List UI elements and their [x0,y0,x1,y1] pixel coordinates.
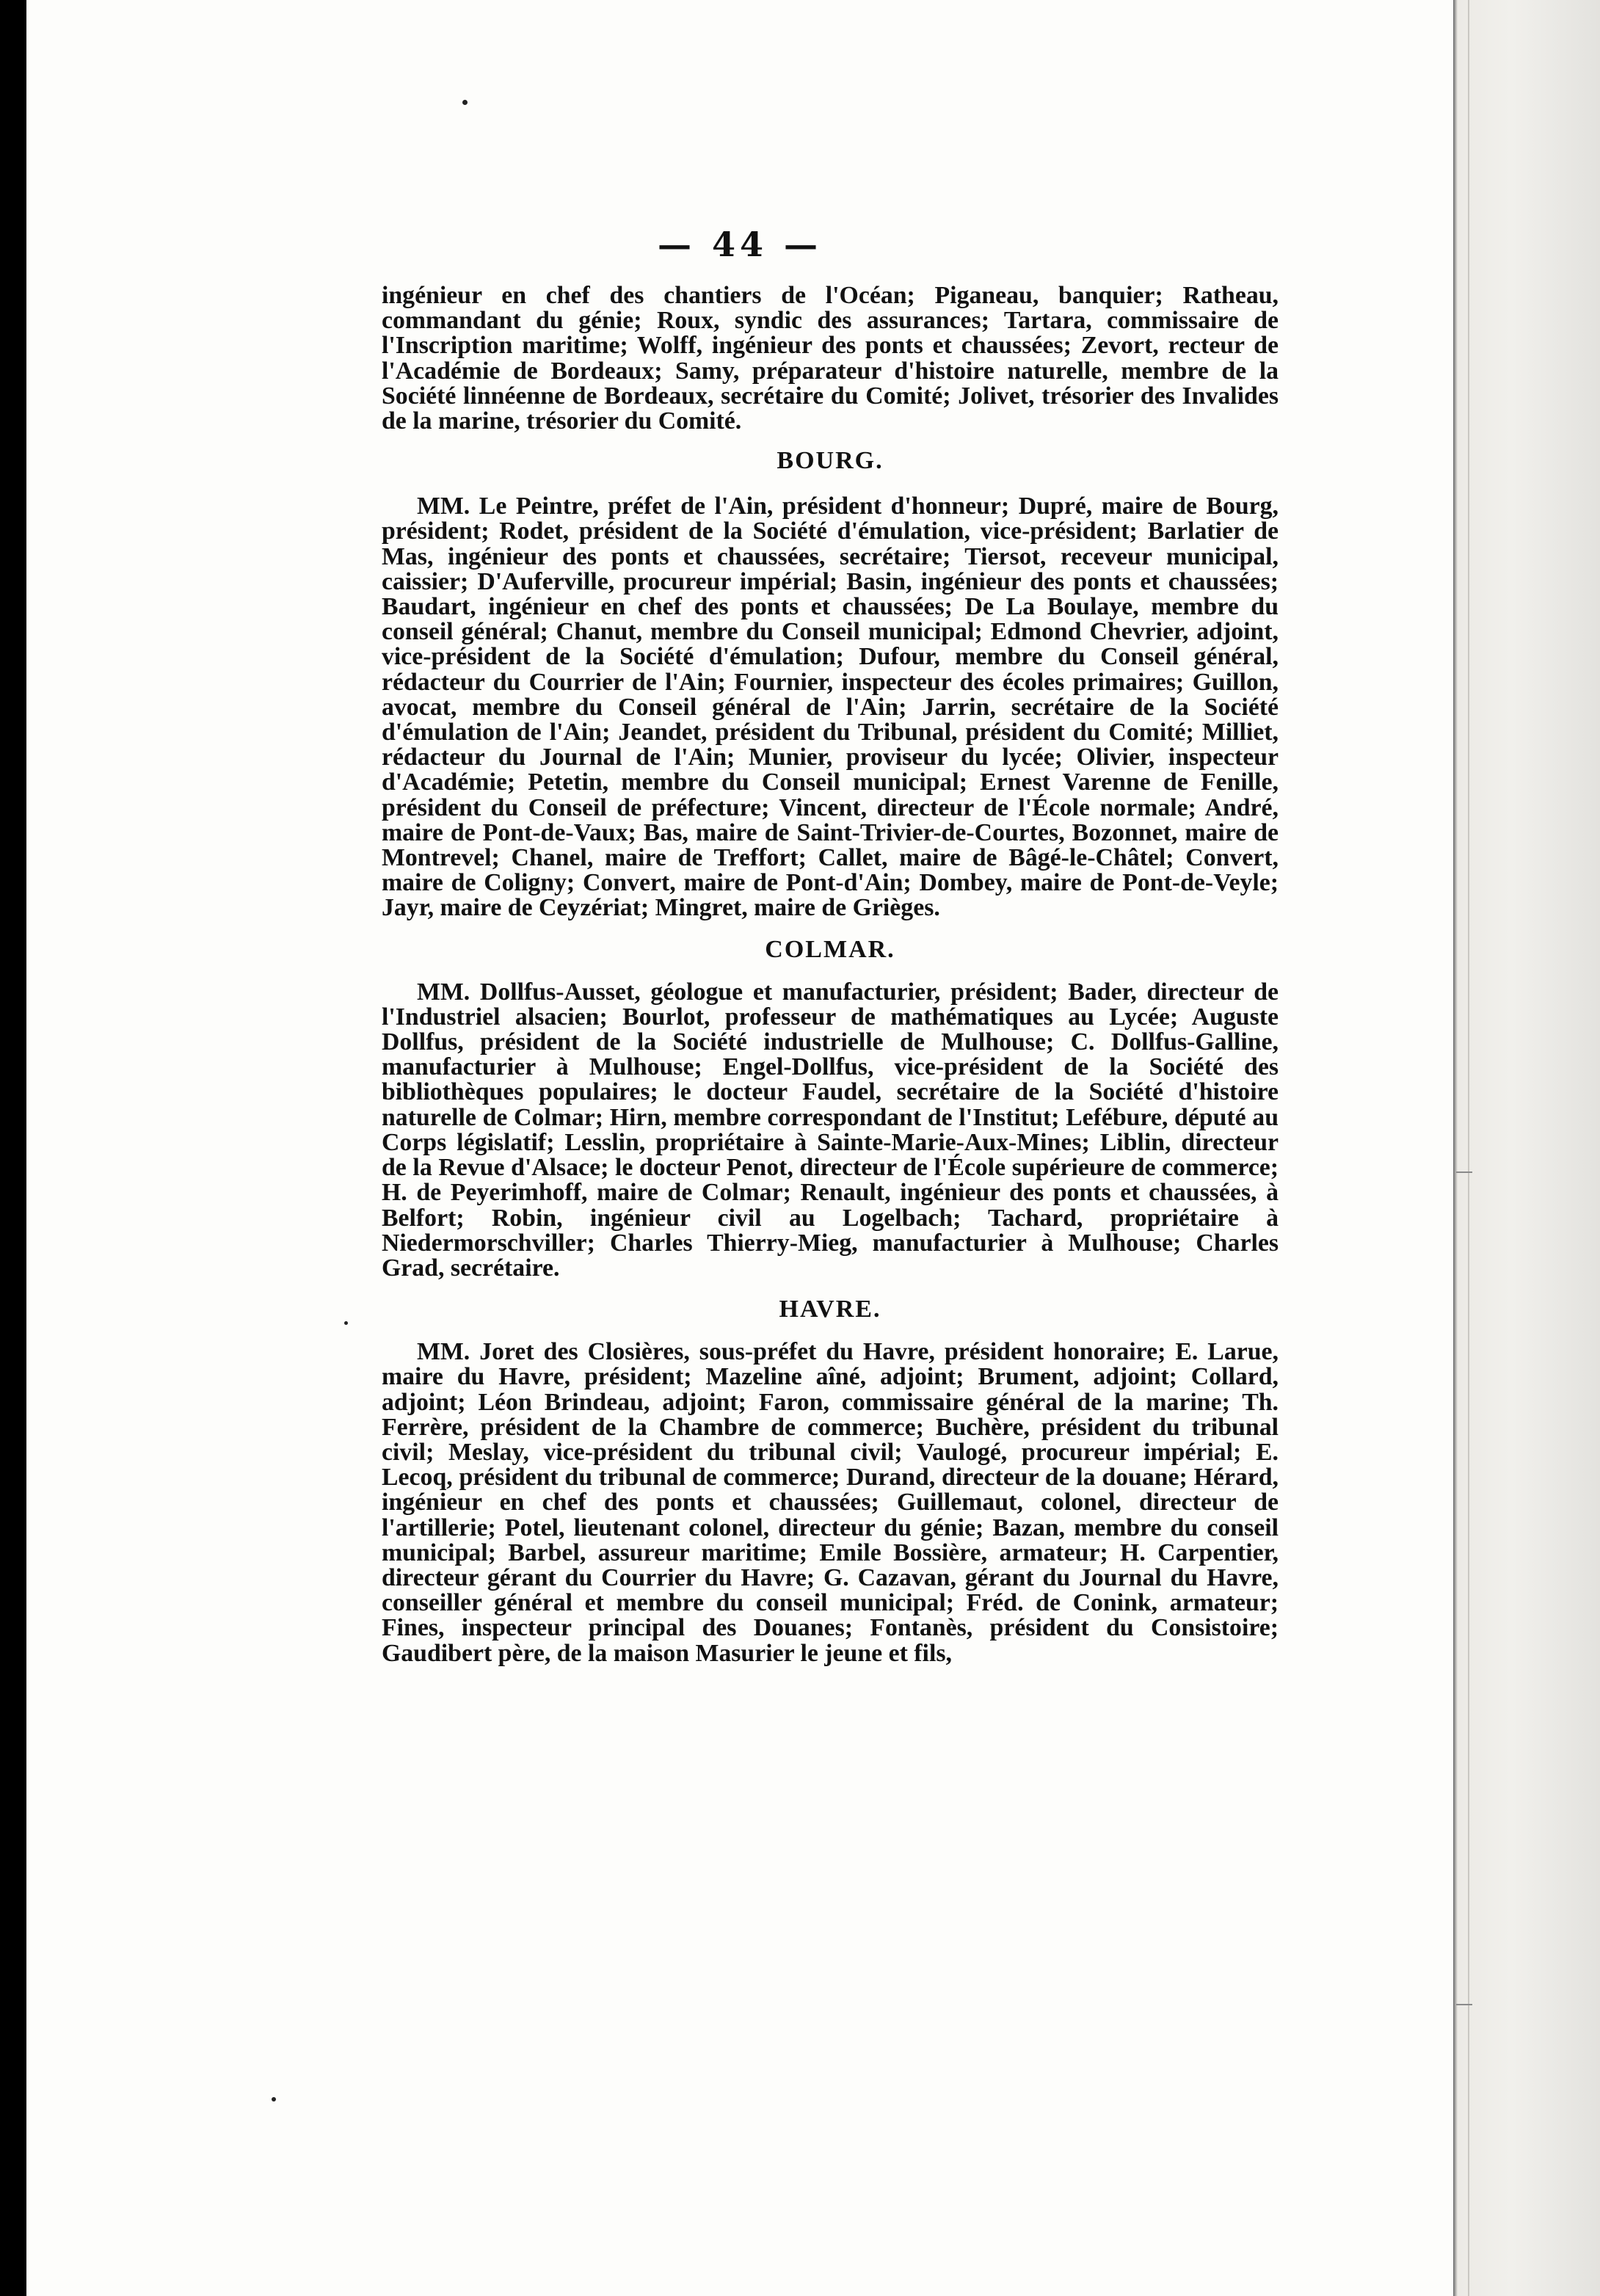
ink-speck [462,100,468,105]
paragraph: MM. Joret des Closières, sous-préfet du Havre, président honoraire; E. Larue, maire du Havre, président; Mazeline aîné, adjoint; Brument, adjoint; Collard, adjoint; Léon Brindeau, adjoint; Faron, commissaire général de la marine; Th. Ferrère, président de la Chambre de commerce; Buchère, président du tribunal civil; Meslay, vice-président du tribunal civil; Vaulogé, procureur impérial; E. Lecoq, président du tribunal de commerce; Durand, directeur de la douane; Hérard, ingénieur en chef des ponts et chaussées; Guillemaut, colonel, directeur de l'artillerie; Potel, lieutenant colonel, directeur du génie; Bazan, membre du conseil municipal; Barbel, assureur maritime; Emile Bossière, armateur; H. Carpentier, directeur gérant du Courrier du Havre; G. Cazavan, gérant du Journal du Havre, conseiller général et membre du conseil municipal; Fréd. de Conink, armateur; Fines, inspecteur principal des Douanes; Fontanès, président du Consistoire; Gaudibert père, de la maison Masurier le jeune et fils, [382,1338,1279,1667]
scanned-page [26,0,1453,2296]
edge-mark [1456,1171,1472,1173]
section-heading-havre: HAVRE. [779,1296,881,1323]
section-heading-colmar: COLMAR. [765,935,895,963]
page-body [382,283,1279,1666]
paragraph: MM. Le Peintre, préfet de l'Ain, président d'honneur; Dupré, maire de Bourg, président; Rodet, président de la Société d'émulation, vice-président; Barlatier de Mas, ingénieur des ponts et chaussées, secrétaire; Tiersot, receveur municipal, caissier; D'Auferville, procureur impérial; Basin, ingénieur des ponts et chaussées; Baudart, ingénieur en chef des ponts et chaussées; De La Boulaye, membre du conseil général; Chanut, membre du Conseil municipal; Edmond Chevrier, adjoint, vice-président de la Société d'émulation; Dufour, membre du Conseil général, rédacteur du Courrier de l'Ain; Fournier, inspecteur des écoles primaires; Guillon, avocat, membre du Conseil général de l'Ain; Jarrin, secrétaire de la Société d'émulation de l'Ain; Jeandet, président du Tribunal, président du Comité; Milliet, rédacteur du Journal de l'Ain; Munier, proviseur du lycée; Olivier, inspecteur d'Académie; Petetin, membre du Conseil municipal; Ernest Varenne de Fenille, président du Conseil de préfecture; Vincent, directeur de l'École normale; André, maire de Pont-de-Vaux; Bas, maire de Saint-Trivier-de-Courtes, Bozonnet, maire de Montrevel; Chanel, maire de Treffort; Callet, maire de Bâgé-le-Châtel; Convert, maire de Coligny; Convert, maire de Pont-d'Ain; Dombey, maire de Pont-de-Veyle; Jayr, maire de Ceyzériat; Mingret, maire de Grièges. [382,493,1279,922]
ink-speck [344,1321,348,1325]
section-heading-bourg: BOURG. [777,447,884,475]
paragraph: MM. Dollfus-Ausset, géologue et manufacturier, président; Bader, directeur de l'Industriel alsacien; Bourlot, professeur de mathématiques au Lycée; Auguste Dollfus, président de la Société industrielle de Mulhouse; C. Dollfus-Galline, manufacturier à Mulhouse; Engel-Dollfus, vice-président de la Société des bibliothèques populaires; le docteur Faudel, secrétaire de la Société d'histoire naturelle de Colmar; Hirn, membre correspondant de l'Institut; Lefébure, député au Corps législatif; Lesslin, propriétaire à Sainte-Marie-Aux-Mines; Liblin, directeur de la Revue d'Alsace; le docteur Penot, directeur de l'École supérieure de commerce; H. de Peyerimhoff, maire de Colmar; Renault, ingénieur des ponts et chaussées, à Belfort; Robin, ingénieur civil au Logelbach; Tachard, propriétaire à Niedermorschviller; Charles Thierry-Mieg, manufacturier à Mulhouse; Charles Grad, secrétaire. [382,978,1279,1282]
edge-mark [1456,2004,1472,2005]
page-seam [1468,0,1469,2296]
ink-speck [272,2097,276,2101]
adjacent-page-edge [1453,0,1600,2296]
page-number: — 44 — [657,225,823,264]
paragraph: ingénieur en chef des chantiers de l'Océan; Piganeau, banquier; Ratheau, commandant du génie; Roux, syndic des assurances; Tartara, commissaire de l'Inscription maritime; Wolff, ingénieur des ponts et chaussées; Zevort, recteur de l'Académie de Bordeaux; Samy, préparateur d'histoire naturelle, membre de la Société linnéenne de Bordeaux, secrétaire du Comité; Jolivet, trésorier des Invalides de la marine, trésorier du Comité. [382,282,1279,435]
